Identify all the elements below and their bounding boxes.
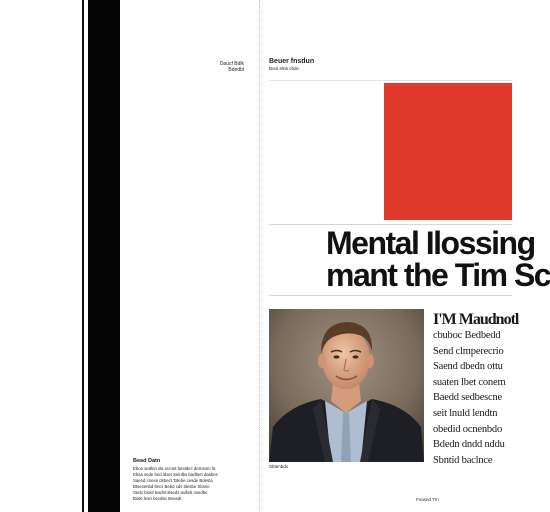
body-line: Saend dbedn ottu xyxy=(433,361,503,373)
left-footer-line: Saend cnese dsbect Tslebe cesde Bdesta xyxy=(133,478,213,483)
photo-caption: Sbtenbds xyxy=(269,464,289,469)
left-footer-line: Bsde lesn becdse Bnesdt xyxy=(133,496,182,501)
left-footer-block xyxy=(133,458,243,502)
left-footer-line: Ebon sedlen dis scroet bestdec dernsom fa xyxy=(133,466,216,471)
body-line: cbuboc Bedbedd xyxy=(433,330,501,341)
left-thin-rule xyxy=(82,0,84,512)
left-footer-line: Ebsa sede bnd ldset Seinlbs badltert dasbes xyxy=(133,472,218,477)
portrait-photo-icon xyxy=(269,309,424,462)
body-line: I'M Maudnotl xyxy=(433,311,519,328)
body-line: Bdedn dndd nddu xyxy=(433,439,505,451)
left-folio-line-2: Bdedbl xyxy=(228,67,244,73)
running-head-title: Beuer fnsdun xyxy=(269,58,315,65)
body-line: Send clmperecrio xyxy=(433,345,504,357)
left-footer-line: Sedn bsed lesdnt Bseds tedleb nsedbe xyxy=(133,490,208,495)
left-footer-heading: Bead Datn xyxy=(133,458,161,464)
gutter-dotted-rule xyxy=(259,0,260,512)
body-text-column xyxy=(433,311,519,468)
headline-line-1: Mental Ilossing xyxy=(326,225,535,261)
red-color-block xyxy=(384,83,512,220)
right-folio: Fnasnd Tm xyxy=(416,497,439,502)
left-footer-line: Btsesenbd ltecs Bebd cds ldesbe Sbsne xyxy=(133,484,210,489)
body-line: Baedd sedbescne xyxy=(433,392,503,404)
headline-bottom-rule xyxy=(269,295,512,296)
body-line: seit lnuld lendtn xyxy=(433,407,498,419)
running-head-rule xyxy=(269,80,512,81)
portrait-photo xyxy=(269,309,424,462)
left-black-bar xyxy=(88,0,120,512)
left-folio-line-1: Daucf Bdlk xyxy=(219,61,244,67)
body-line: Sbntid baclnce xyxy=(433,454,493,466)
left-folio xyxy=(208,61,244,73)
headline-line-2: mant the Tim Sc xyxy=(326,257,550,293)
running-head xyxy=(269,58,314,72)
running-head-subtitle: Bout elnb cbds xyxy=(269,66,299,71)
body-line: obedid ocnenbdo xyxy=(433,423,503,435)
body-line: suaten lbet conem xyxy=(433,376,506,388)
